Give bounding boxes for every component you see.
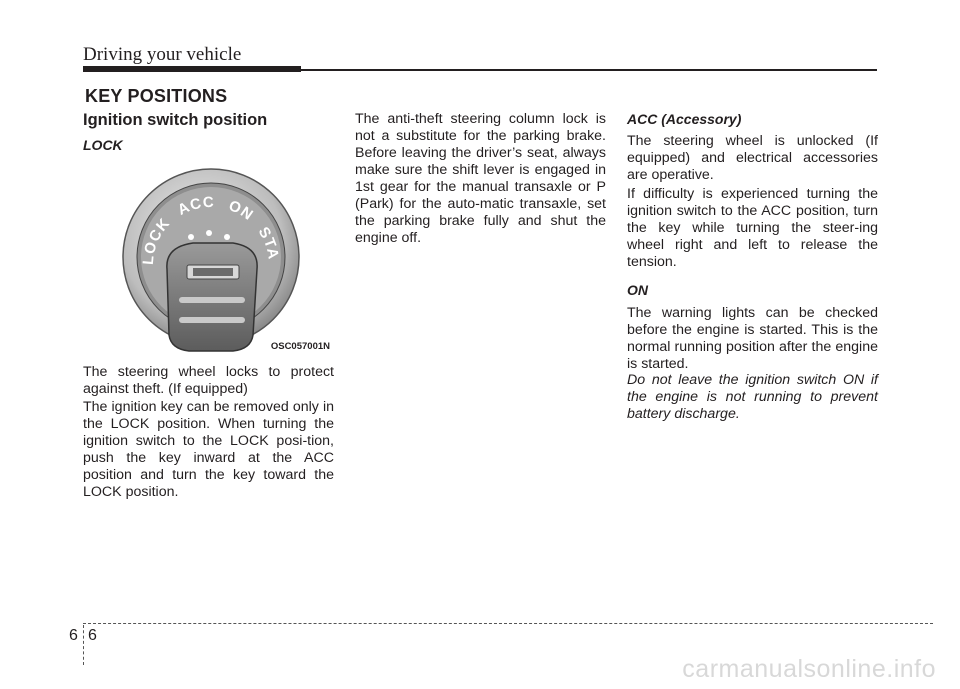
acc-paragraph-1: The steering wheel is unlocked (If equipped) and electrical accessories are operative.: [627, 133, 878, 183]
lock-heading: LOCK: [83, 137, 123, 153]
on-paragraph-1: The warning lights can be checked before the engine is started. This is the normal running position after the engine is started.: [627, 305, 878, 372]
dial-label-lock: LOCK: [139, 214, 174, 266]
on-warning-paragraph: Do not leave the ignition switch ON if the engine is not running to prevent battery discharge.: [627, 372, 878, 422]
figure-caption: OSC057001N: [270, 341, 330, 352]
ignition-switch-illustration: [83, 157, 334, 354]
lock-paragraph-2: The ignition key can be removed only in the LOCK position. When turning the ignition switch to the LOCK posi-tion, push the key inward at the ACC position and turn the key toward the LOCK position.: [83, 399, 334, 500]
key-head: [167, 243, 257, 351]
page-number: 6: [88, 627, 97, 644]
on-heading: ON: [627, 282, 648, 298]
header-title: Driving your vehicle: [83, 44, 242, 65]
lock-paragraph-1: The steering wheel locks to protect against theft. (If equipped): [83, 364, 334, 397]
ignition-figure: [83, 157, 334, 354]
dial-label-acc: ACC: [175, 193, 215, 219]
acc-paragraph-2: If difficulty is experienced turning the ignition switch to the ACC position, turn the key while turning the steer-ing wheel right and left to release the tension.: [627, 186, 878, 270]
anti-theft-paragraph: The anti-theft steering column lock is not a substitute for the parking brake. Before leaving the driver’s seat, always make sure the shift lever is engaged in 1st gear for the manual transaxle or P (Park) for the auto-matic transaxle, set the parking brake fully and shut the engine off.: [355, 111, 606, 246]
acc-heading: ACC (Accessory): [627, 111, 742, 127]
dial-label-on: ON: [226, 197, 257, 225]
footer-divider: [83, 625, 84, 665]
footer-rule: [83, 623, 933, 624]
sub-heading: Ignition switch position: [83, 111, 268, 129]
header-rule: [301, 69, 877, 71]
chapter-number: 6: [69, 627, 78, 644]
dial-label-start: STA: [254, 224, 282, 262]
section-title: KEY POSITIONS: [85, 86, 228, 106]
header-bar: [83, 66, 301, 72]
watermark: carmanualsonline.info: [682, 655, 936, 683]
